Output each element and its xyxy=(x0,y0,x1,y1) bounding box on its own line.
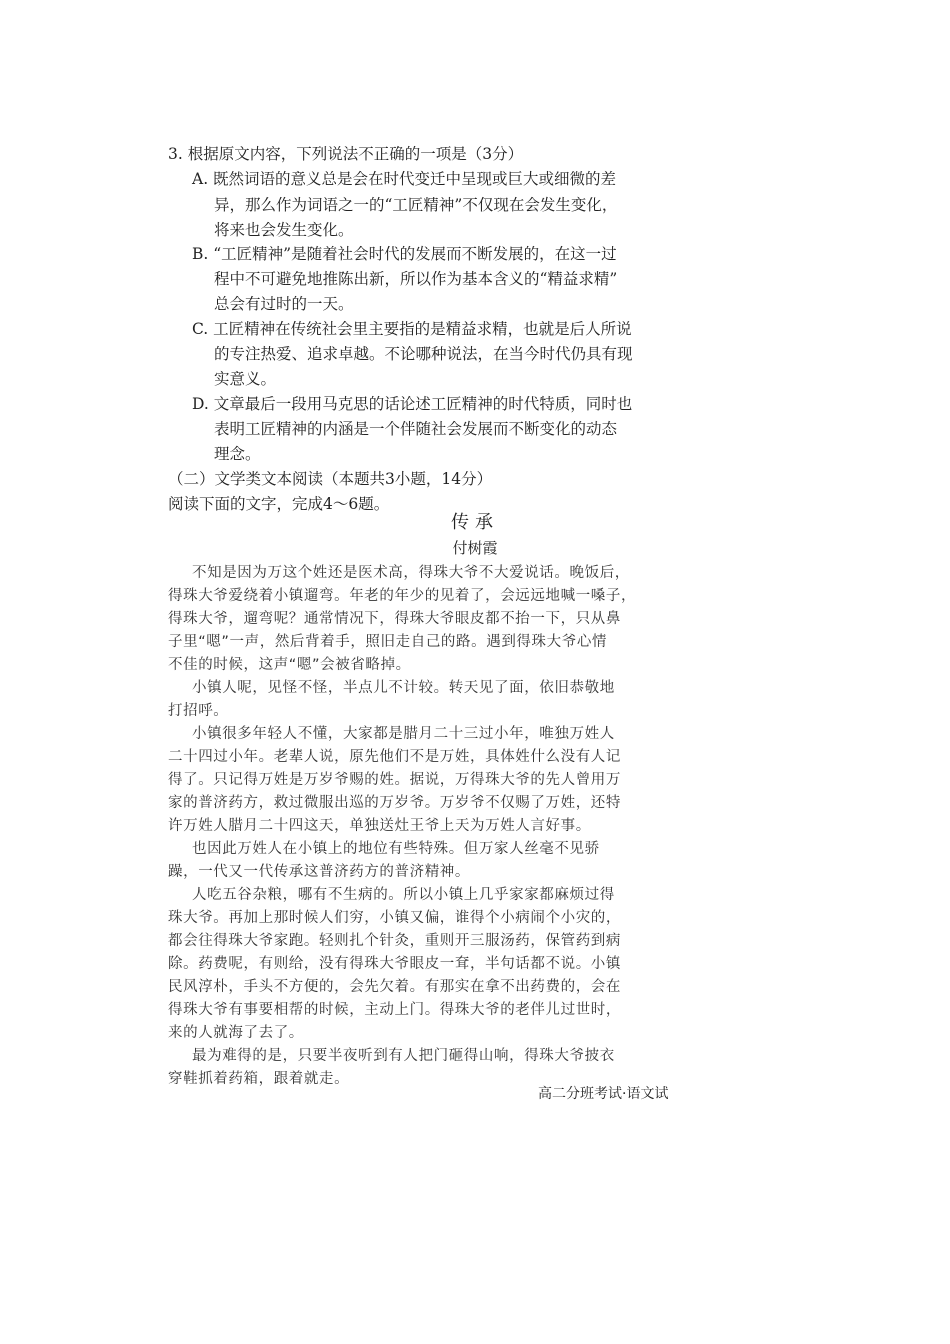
story-line: 躁，一代又一代传承这普济药方的普济精神。 xyxy=(168,864,470,880)
option-a-line-3: 将来也会发生变化。 xyxy=(214,221,354,239)
option-c-line-2: 的专注热爱、追求卓越。不论哪种说法，在当今时代仍具有现 xyxy=(214,345,633,363)
option-c-line-3: 实意义。 xyxy=(214,370,277,388)
story-line: 人吃五谷杂粮，哪有不生病的。所以小镇上几乎家家都麻烦过得 xyxy=(192,887,615,903)
story-line: 都会往得珠大爷家跑。轻则扎个针灸，重则开三服汤药，保管药到病 xyxy=(168,933,621,949)
story-author: 付树霞 xyxy=(452,539,498,557)
question-3-stem: 3. 根据原文内容，下列说法不正确的一项是（3分） xyxy=(168,145,524,163)
story-line: 得珠大爷爱绕着小镇遛弯。年老的年少的见着了，会远远地喊一嗓子， xyxy=(168,588,637,604)
option-d-line-2: 表明工匠精神的内涵是一个伴随社会发展而不断变化的动态 xyxy=(214,420,618,438)
story-line: 子里“嗯”一声，然后背着手，照旧走自己的路。遇到得珠大爷心情 xyxy=(168,634,608,650)
option-b-line-3: 总会有过时的一天。 xyxy=(214,295,354,313)
option-d-line-1: D. 文章最后一段用马克思的话论述工匠精神的时代特质，同时也 xyxy=(192,395,633,413)
story-line: 得珠大爷有事要相帮的时候，主动上门。得珠大爷的老伴儿过世时， xyxy=(168,1002,621,1018)
story-line: 珠大爷。再加上那时候人们穷，小镇又偏，谁得个小病闹个小灾的， xyxy=(168,910,621,926)
story-line: 二十四过小年。老辈人说，原先他们不是万姓，具体姓什么没有人记 xyxy=(168,749,621,765)
story-line: 得了。只记得万姓是万岁爷赐的姓。据说，万得珠大爷的先人曾用万 xyxy=(168,772,621,788)
story-line: 除。药费呢，有则给，没有得珠大爷眼皮一耷，半句话都不说。小镇 xyxy=(168,956,621,972)
option-d-line-3: 理念。 xyxy=(214,445,261,463)
story-line: 最为难得的是，只要半夜听到有人把门砸得山响，得珠大爷披衣 xyxy=(192,1048,615,1064)
story-title: 传承 xyxy=(451,512,499,533)
option-b-line-2: 程中不可避免地推陈出新，所以作为基本含义的“精益求精” xyxy=(214,270,618,288)
story-line: 小镇很多年轻人不懂，大家都是腊月二十三过小年，唯独万姓人 xyxy=(192,726,615,742)
story-line: 民风淳朴，手头不方便的，会先欠着。有那实在拿不出药费的，会在 xyxy=(168,979,621,995)
story-line: 来的人就海了去了。 xyxy=(168,1025,304,1041)
story-line: 小镇人呢，见怪不怪，半点儿不计较。转天见了面，依旧恭敬地 xyxy=(192,680,615,696)
option-a-line-2: 异，那么作为词语之一的“工匠精神”不仅现在会发生变化， xyxy=(214,196,618,214)
story-line: 也因此万姓人在小镇上的地位有些特殊。但万家人丝毫不见骄 xyxy=(192,841,600,857)
section-instruction: 阅读下面的文字，完成4～6题。 xyxy=(168,495,390,513)
story-line: 不知是因为万这个姓还是医术高，得珠大爷不大爱说话。晚饭后， xyxy=(192,565,630,581)
story-line: 穿鞋抓着药箱，跟着就走。 xyxy=(168,1071,350,1087)
story-line: 家的普济药方，救过微服出巡的万岁爷。万岁爷不仅赐了万姓，还特 xyxy=(168,795,621,811)
story-line: 不佳的时候，这声“嗯”会被省略掉。 xyxy=(168,657,411,673)
option-b-line-1: B. “工匠精神”是随着社会时代的发展而不断发展的，在这一过 xyxy=(192,245,617,263)
section-heading: （二）文学类文本阅读（本题共3小题，14分） xyxy=(168,470,493,488)
story-line: 打招呼。 xyxy=(168,703,229,719)
option-c-line-1: C. 工匠精神在传统社会里主要指的是精益求精，也就是后人所说 xyxy=(192,320,632,338)
option-a-line-1: A. 既然词语的意义总是会在时代变迁中呈现或巨大或细微的差 xyxy=(192,170,617,188)
page-footer: 高二分班考试·语文试 xyxy=(538,1086,669,1102)
story-line: 许万姓人腊月二十四这天，单独送灶王爷上天为万姓人言好事。 xyxy=(168,818,591,834)
story-line: 得珠大爷，遛弯呢？通常情况下，得珠大爷眼皮都不抬一下，只从鼻 xyxy=(168,611,621,627)
